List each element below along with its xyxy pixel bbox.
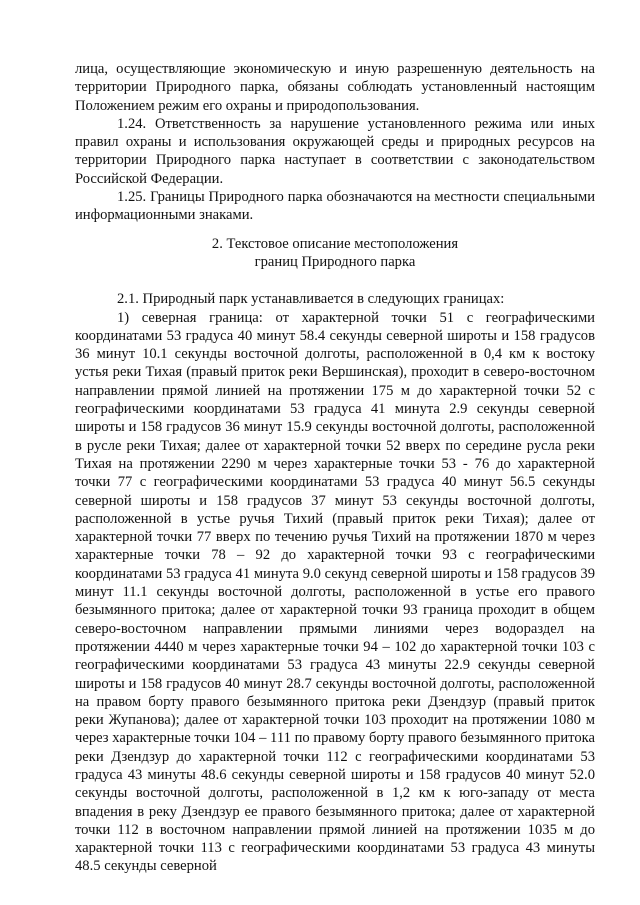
paragraph-1-25: 1.25. Границы Природного парка обозначаются на местности специальными информационными знаками. <box>75 189 595 224</box>
section-heading <box>75 235 595 272</box>
section-heading-line-2: границ Природного парка <box>254 253 416 270</box>
paragraph-2-1: 2.1. Природный парк устанавливается в следующих границах: <box>117 291 505 308</box>
paragraph-1-24: 1.24. Ответственность за нарушение установленного режима или иных правил охраны и использования окружающей среды и природных ресурсов на территории Природного парка наступает в соответствии с законодательством Российской Федерации. <box>75 115 595 187</box>
paragraph-northern-boundary: 1) северная граница: от характерной точки 51 с географическими координатами 53 градуса 40 минут 58.4 секунды северной широты и 158 градусов 36 минут 10.1 секунды восточной долготы, расположенной в 0,4 км к востоку устья реки Тихая (правый приток реки Вершинская), проходит в северо-восточном направлении прямой линией на протяжении 175 м до характерной точки 52 с географическими координатами 53 градуса 41 минута 2.9 секунды северной широты и 158 градусов 36 минут 15.9 секунды восточной долготы, расположенной в русле реки Тихая; далее от характерной точки 52 вверх по середине русла реки Тихая на протяжении 2290 м через характерные точки 53 - 76 до характерной точки 77 с географическими координатами 53 градуса 40 минут 56.5 секунды северной широты и 158 градусов 37 минут 53 секунды восточной долготы, расположенной в устье ручья Тихий (правый приток реки Тихая); далее от характерной точки 77 вверх по течению ручья Тихий на протяжении 1870 м через характерные точки 78 – 92 до характерной точки 93 с географическими координатами 53 градуса 41 минута 9.0 секунд северной широты и 158 градусов 39 минут 11.1 секунды восточной долготы, расположенной в устье его правого безымянного притока; далее от характерной точки 93 граница проходит в общем северо-восточном направлении прямыми линиями через водораздел на протяжении 4440 м через характерные точки 94 – 102 до характерной точки 103 с географическими координатами 53 градуса 43 минуты 22.9 секунды северной широты и 158 градусов 40 минут 28.7 секунды восточной долготы, расположенной на правом борту правого безымянного притока реки Дзендзур (правый приток реки Жупанова); далее от характерной точки 103 проходит на протяжении 1080 м через характерные точки 104 – 111 по правому борту правого безымянного притока реки Дзендзур до характерной точки 112 с географическими координатами 53 градуса 43 минуты 48.6 секунды северной широты и 158 градусов 40 минут 52.0 секунды восточной долготы, расположенной в 1,2 км к юго-западу от места впадения в реку Дзендзур ее правого безымянного притока; далее от характерной точки 112 в восточном направлении прямой линией на протяжении 1035 м до характерной точки 113 с географическими координатами 53 градуса 43 минуты 48.5 секунды северной <box>75 309 595 875</box>
section-heading-line-1: 2. Текстовое описание местоположения <box>211 235 459 252</box>
paragraph-continuation: лица, осуществляющие экономическую и иную разрешенную деятельность на территории Природного парка, обязаны соблюдать установленный настоящим Положением режим его охраны и природопользования. <box>75 61 595 114</box>
document-page <box>75 60 595 876</box>
